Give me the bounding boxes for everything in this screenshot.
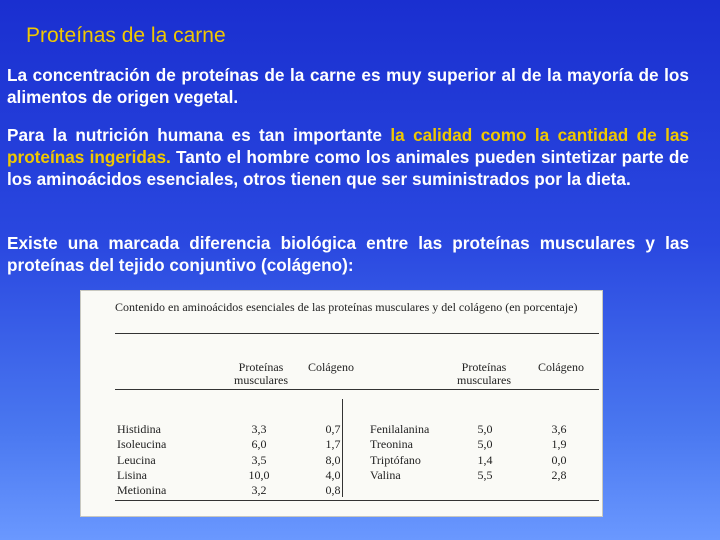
- value-cell: 5,0: [477, 422, 493, 436]
- left-amino-column: [117, 422, 166, 498]
- value-cell: 3,6: [551, 422, 567, 436]
- paragraph-nutrition-end: Tanto el hombre como los animales pueden sintetizar parte de los aminoácidos esenciales, otros tienen que ser suministrados por la dieta.: [7, 147, 689, 189]
- value-cell: 0,0: [551, 452, 567, 467]
- value-cell: 5,0: [477, 437, 493, 452]
- value-cell: 1,9: [551, 437, 567, 452]
- right-muscle-column: [465, 422, 505, 483]
- header-right-collagen: Colágeno: [538, 360, 584, 374]
- paragraph-nutrition-highlight: la calidad como la cantidad de las proteínas ingeridas.: [7, 125, 689, 167]
- header-left-collagen: Colágeno: [308, 360, 354, 374]
- table-bottom-rule: [115, 500, 599, 501]
- left-muscle-column: [239, 422, 279, 498]
- table-caption: Contenido en aminoácidos esenciales de las proteínas musculares y del colágeno (en porcentaje): [115, 300, 578, 314]
- value-cell: 0,8: [325, 483, 341, 498]
- paragraph-biological-difference: Existe una marcada diferencia biológica entre las proteínas musculares y las proteínas del tejido conjuntivo (colágeno):: [7, 233, 689, 275]
- header-left-muscle: Proteínas musculares: [234, 360, 288, 387]
- value-cell: 6,0: [251, 437, 267, 452]
- value-cell: 10,0: [248, 467, 270, 482]
- amino-name: Leucina: [117, 452, 156, 467]
- amino-acid-table: [80, 290, 603, 517]
- right-amino-column: [370, 422, 429, 483]
- paragraph-nutrition-start: Para la nutrición humana es tan importante: [7, 125, 391, 145]
- value-cell: 1,4: [477, 452, 493, 467]
- right-collagen-column: [541, 422, 577, 483]
- value-cell: 1,7: [325, 437, 341, 452]
- amino-name: Valina: [370, 467, 401, 482]
- amino-name: Triptófano: [370, 452, 421, 467]
- amino-name: Lisina: [117, 467, 147, 482]
- value-cell: 4,0: [325, 467, 341, 482]
- amino-name: Metionina: [117, 483, 167, 498]
- slide-title: Proteínas de la carne: [26, 24, 226, 47]
- amino-name: Fenilalanina: [370, 422, 430, 436]
- paragraph-protein-concentration: La concentración de proteínas de la carne es muy superior al de la mayoría de los alimentos de origen vegetal.: [7, 65, 689, 107]
- amino-name: Isoleucina: [117, 437, 167, 452]
- table-top-rule: [115, 333, 599, 334]
- value-cell: 3,2: [251, 483, 267, 498]
- table-header-rule: [115, 389, 599, 390]
- left-collagen-column: [315, 422, 351, 498]
- value-cell: 5,5: [477, 467, 493, 482]
- amino-name: Treonina: [370, 437, 413, 452]
- value-cell: 2,8: [551, 467, 567, 482]
- amino-name: Histidina: [117, 422, 161, 436]
- value-cell: 8,0: [325, 452, 341, 467]
- paragraph-nutrition: [7, 124, 689, 190]
- value-cell: 3,3: [251, 422, 267, 436]
- header-right-muscle: Proteínas musculares: [457, 360, 511, 387]
- value-cell: 0,7: [325, 422, 341, 436]
- value-cell: 3,5: [251, 452, 267, 467]
